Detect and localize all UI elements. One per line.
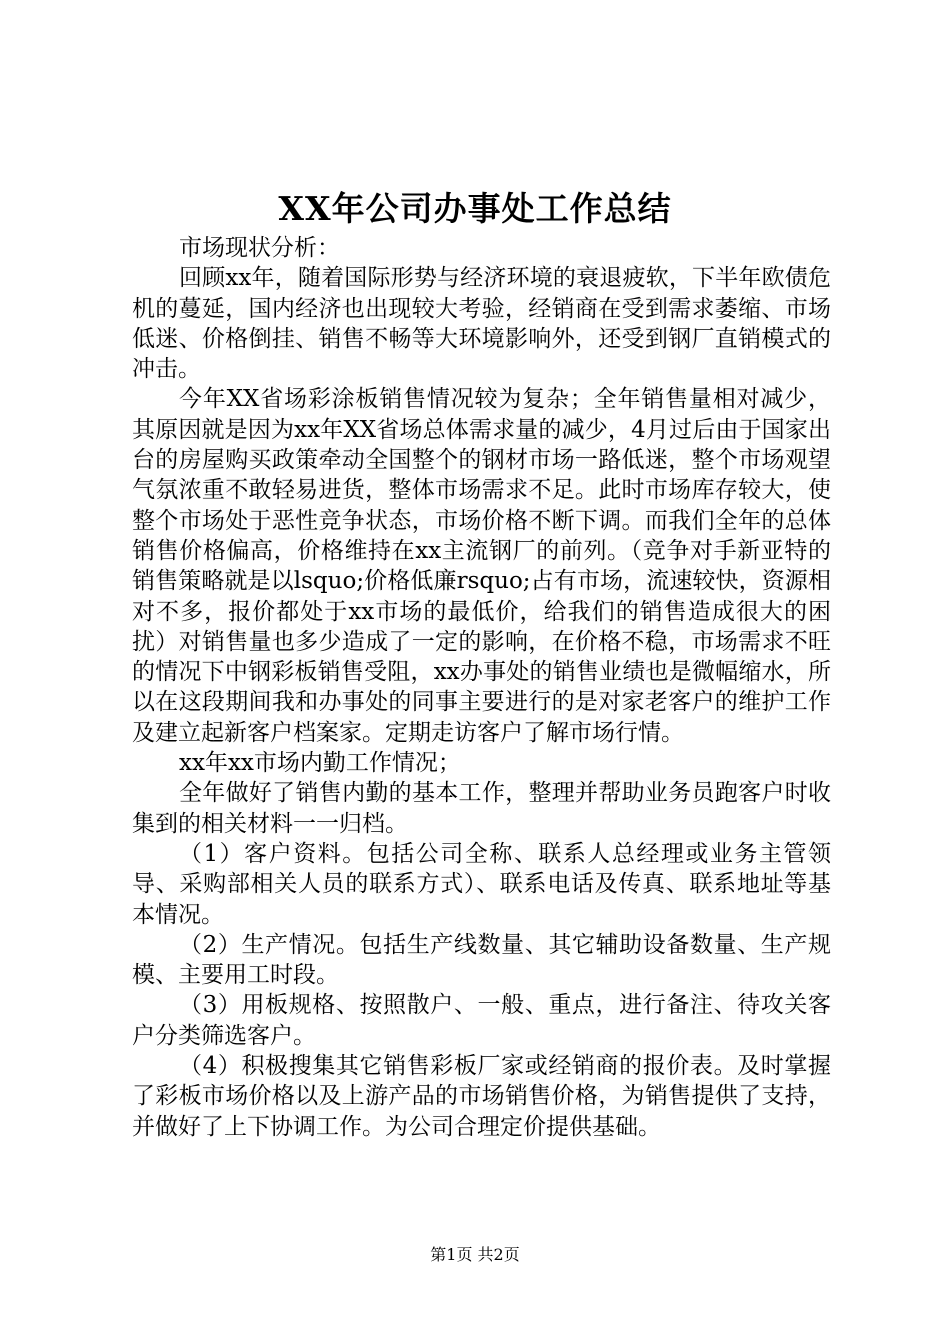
paragraph-item-2: （2）生产情况。包括生产线数量、其它辅助设备数量、生产规模、主要用工时段。 [132,931,831,989]
paragraph-sales-situation: 今年XX省场彩涂板销售情况较为复杂；全年销售量相对减少，其原因就是因为xx年XX省场总体需求量的减少，4月过后由于国家出台的房屋购买政策牵动全国整个的钢材市场一路低迷，整个市场观望气氛浓重不敢轻易进货，整体市场需求不足。此时市场库存较大，使整个市场处于恶性竞争状态，市场价格不断下调。而我们全年的总体销售价格偏高，价格维持在xx主流钢厂的前列。（竞争对手新亚特的销售策略就是以lsquo;价格低廉rsquo;占有市场，流速较快，资源相对不多，报价都处于xx市场的最低价，给我们的销售造成很大的困扰）对销售量也多少造成了一定的影响，在价格不稳，市场需求不旺的情况下中钢彩板销售受阻，xx办事处的销售业绩也是微幅缩水，所以在这段期间我和办事处的同事主要进行的是对家老客户的维护工作及建立起新客户档案家。定期走访客户了解市场行情。 [132,386,831,746]
paragraph-internal-work: 全年做好了销售内勤的基本工作，整理并帮助业务员跑客户时收集到的相关材料一一归档。 [132,780,831,837]
document-title: XX年公司办事处工作总结 [278,189,672,228]
page-number-footer: 第1页 共2页 [430,1245,520,1264]
paragraph-item-4: （4）积极搜集其它销售彩板厂家或经销商的报价表。及时掌握了彩板市场价格以及上游产品的市场销售价格，为销售提供了支持，并做好了上下协调工作。为公司合理定价提供基础。 [132,1053,831,1140]
paragraph-item-3: （3）用板规格、按照散户、一般、重点，进行备注、待攻关客户分类筛选客户。 [132,992,831,1049]
paragraph-review: 回顾xx年，随着国际形势与经济环境的衰退疲软，下半年欧债危机的蔓延，国内经济也出现较大考验，经销商在受到需求萎缩、市场低迷、价格倒挂、销售不畅等大环境影响外，还受到钢厂直销模式的冲击。 [132,265,831,383]
paragraph-internal-work-heading: xx年xx市场内勤工作情况； [179,750,461,777]
document-body [132,233,831,1142]
paragraph-market-analysis-heading: 市场现状分析： [179,235,340,261]
paragraph-item-1: （1）客户资料。包括公司全称、联系人总经理或业务主管领导、采购部相关人员的联系方式）、联系电话及传真、联系地址等基本情况。 [132,840,831,928]
